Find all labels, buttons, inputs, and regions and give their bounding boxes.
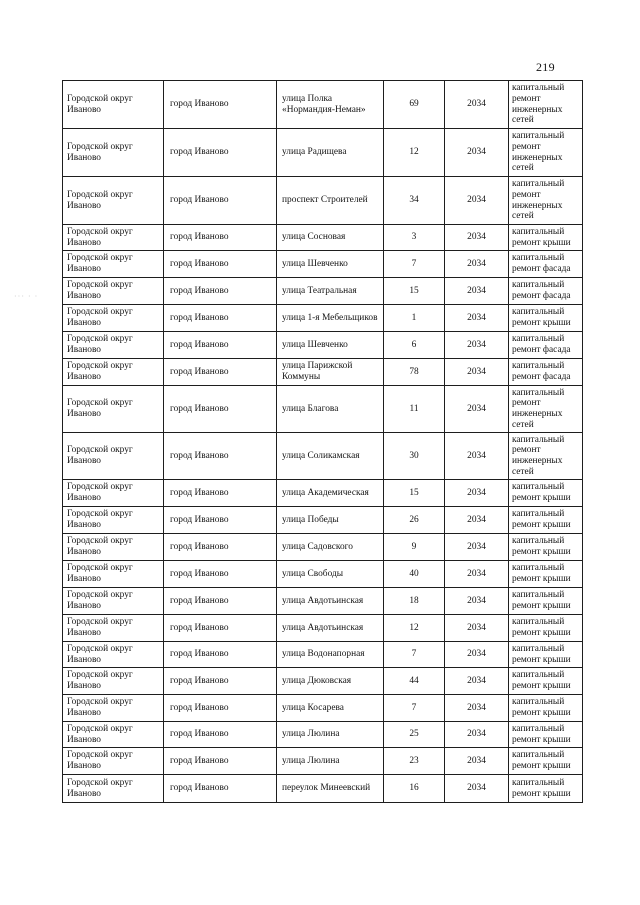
year-cell: 2034	[445, 695, 509, 722]
year-cell: 2034	[445, 129, 509, 177]
city-cell: город Иваново	[164, 177, 277, 225]
district-cell: Городской округ Иваново	[63, 588, 164, 615]
house-number-cell: 15	[384, 278, 445, 305]
district-cell: Городской округ Иваново	[63, 225, 164, 251]
work-type-cell: капитальный ремонт крыши	[509, 642, 583, 668]
city-cell: город Иваново	[164, 359, 277, 386]
house-number-cell: 40	[384, 561, 445, 588]
work-type-cell: капитальный ремонт крыши	[509, 225, 583, 251]
street-cell: улица Радищева	[277, 129, 384, 177]
table-row	[63, 332, 583, 359]
district-cell: Городской округ Иваново	[63, 305, 164, 332]
street-cell: улица Авдотьинская	[277, 588, 384, 615]
work-type-cell: капитальный ремонт инженерных сетей	[509, 81, 583, 129]
street-cell: переулок Минеевский	[277, 775, 384, 803]
city-cell: город Иваново	[164, 507, 277, 534]
table-row	[63, 81, 583, 129]
city-cell: город Иваново	[164, 129, 277, 177]
street-cell: улица Свободы	[277, 561, 384, 588]
street-cell: улица 1-я Мебельщиков	[277, 305, 384, 332]
table-row	[63, 305, 583, 332]
city-cell: город Иваново	[164, 615, 277, 642]
city-cell: город Иваново	[164, 332, 277, 359]
work-type-cell: капитальный ремонт инженерных сетей	[509, 386, 583, 433]
house-number-cell: 78	[384, 359, 445, 386]
table-row	[63, 251, 583, 278]
city-cell: город Иваново	[164, 534, 277, 561]
city-cell: город Иваново	[164, 305, 277, 332]
street-cell: улица Садовского	[277, 534, 384, 561]
city-cell: город Иваново	[164, 668, 277, 695]
street-cell: улица Сосновая	[277, 225, 384, 251]
year-cell: 2034	[445, 668, 509, 695]
street-cell: улица Академическая	[277, 480, 384, 507]
house-number-cell: 25	[384, 722, 445, 748]
city-cell: город Иваново	[164, 225, 277, 251]
year-cell: 2034	[445, 177, 509, 225]
district-cell: Городской округ Иваново	[63, 668, 164, 695]
house-number-cell: 30	[384, 433, 445, 480]
district-cell: Городской округ Иваново	[63, 251, 164, 278]
work-type-cell: капитальный ремонт фасада	[509, 251, 583, 278]
table-row	[63, 534, 583, 561]
year-cell: 2034	[445, 480, 509, 507]
city-cell: город Иваново	[164, 722, 277, 748]
table-row	[63, 695, 583, 722]
house-number-cell: 7	[384, 642, 445, 668]
work-type-cell: капитальный ремонт фасада	[509, 278, 583, 305]
year-cell: 2034	[445, 81, 509, 129]
work-type-cell: капитальный ремонт крыши	[509, 615, 583, 642]
work-type-cell: капитальный ремонт инженерных сетей	[509, 177, 583, 225]
city-cell: город Иваново	[164, 561, 277, 588]
street-cell: улица Водонапорная	[277, 642, 384, 668]
table-row	[63, 433, 583, 480]
table-row	[63, 359, 583, 386]
table-row	[63, 129, 583, 177]
street-cell: улица Дюковская	[277, 668, 384, 695]
table-row	[63, 588, 583, 615]
street-cell: проспект Строителей	[277, 177, 384, 225]
year-cell: 2034	[445, 748, 509, 775]
work-type-cell: капитальный ремонт крыши	[509, 748, 583, 775]
table-row	[63, 668, 583, 695]
street-cell: улица Победы	[277, 507, 384, 534]
city-cell: город Иваново	[164, 695, 277, 722]
district-cell: Городской округ Иваново	[63, 642, 164, 668]
street-cell: улица Авдотьинская	[277, 615, 384, 642]
district-cell: Городской округ Иваново	[63, 775, 164, 803]
district-cell: Городской округ Иваново	[63, 129, 164, 177]
year-cell: 2034	[445, 359, 509, 386]
page-number: 219	[536, 60, 555, 74]
street-cell: улица Шевченко	[277, 332, 384, 359]
district-cell: Городской округ Иваново	[63, 278, 164, 305]
house-number-cell: 18	[384, 588, 445, 615]
district-cell: Городской округ Иваново	[63, 748, 164, 775]
street-cell: улица Шевченко	[277, 251, 384, 278]
work-type-cell: капитальный ремонт крыши	[509, 534, 583, 561]
table-row	[63, 507, 583, 534]
city-cell: город Иваново	[164, 642, 277, 668]
year-cell: 2034	[445, 615, 509, 642]
street-cell: улица Люлина	[277, 748, 384, 775]
street-cell: улица Благова	[277, 386, 384, 433]
district-cell: Городской округ Иваново	[63, 534, 164, 561]
house-number-cell: 12	[384, 615, 445, 642]
district-cell: Городской округ Иваново	[63, 615, 164, 642]
table-row	[63, 386, 583, 433]
city-cell: город Иваново	[164, 480, 277, 507]
repair-plan-body	[63, 81, 583, 803]
street-cell: улица Соликамская	[277, 433, 384, 480]
district-cell: Городской округ Иваново	[63, 332, 164, 359]
house-number-cell: 12	[384, 129, 445, 177]
city-cell: город Иваново	[164, 433, 277, 480]
house-number-cell: 7	[384, 695, 445, 722]
district-cell: Городской округ Иваново	[63, 695, 164, 722]
house-number-cell: 3	[384, 225, 445, 251]
work-type-cell: капитальный ремонт инженерных сетей	[509, 129, 583, 177]
city-cell: город Иваново	[164, 588, 277, 615]
city-cell: город Иваново	[164, 748, 277, 775]
house-number-cell: 16	[384, 775, 445, 803]
table-row	[63, 225, 583, 251]
house-number-cell: 7	[384, 251, 445, 278]
year-cell: 2034	[445, 642, 509, 668]
table-row	[63, 278, 583, 305]
repair-plan-table	[62, 80, 583, 803]
year-cell: 2034	[445, 225, 509, 251]
work-type-cell: капитальный ремонт крыши	[509, 507, 583, 534]
street-cell: улица Люлина	[277, 722, 384, 748]
house-number-cell: 9	[384, 534, 445, 561]
table-row	[63, 177, 583, 225]
city-cell: город Иваново	[164, 278, 277, 305]
district-cell: Городской округ Иваново	[63, 386, 164, 433]
street-cell: улица Парижской Коммуны	[277, 359, 384, 386]
work-type-cell: капитальный ремонт крыши	[509, 588, 583, 615]
table-row	[63, 722, 583, 748]
year-cell: 2034	[445, 775, 509, 803]
work-type-cell: капитальный ремонт крыши	[509, 775, 583, 803]
year-cell: 2034	[445, 561, 509, 588]
house-number-cell: 1	[384, 305, 445, 332]
street-cell: улица Косарева	[277, 695, 384, 722]
year-cell: 2034	[445, 722, 509, 748]
city-cell: город Иваново	[164, 81, 277, 129]
year-cell: 2034	[445, 534, 509, 561]
house-number-cell: 15	[384, 480, 445, 507]
year-cell: 2034	[445, 588, 509, 615]
work-type-cell: капитальный ремонт крыши	[509, 668, 583, 695]
district-cell: Городской округ Иваново	[63, 177, 164, 225]
year-cell: 2034	[445, 507, 509, 534]
street-cell: улица Полка «Нормандия-Неман»	[277, 81, 384, 129]
work-type-cell: капитальный ремонт крыши	[509, 305, 583, 332]
year-cell: 2034	[445, 278, 509, 305]
work-type-cell: капитальный ремонт крыши	[509, 480, 583, 507]
table-row	[63, 775, 583, 803]
city-cell: город Иваново	[164, 775, 277, 803]
year-cell: 2034	[445, 386, 509, 433]
table-row	[63, 480, 583, 507]
table-row	[63, 615, 583, 642]
work-type-cell: капитальный ремонт инженерных сетей	[509, 433, 583, 480]
table-row	[63, 561, 583, 588]
district-cell: Городской округ Иваново	[63, 561, 164, 588]
year-cell: 2034	[445, 332, 509, 359]
work-type-cell: капитальный ремонт фасада	[509, 332, 583, 359]
house-number-cell: 26	[384, 507, 445, 534]
street-cell: улица Театральная	[277, 278, 384, 305]
table-row	[63, 642, 583, 668]
year-cell: 2034	[445, 433, 509, 480]
district-cell: Городской округ Иваново	[63, 81, 164, 129]
district-cell: Городской округ Иваново	[63, 722, 164, 748]
house-number-cell: 34	[384, 177, 445, 225]
work-type-cell: капитальный ремонт крыши	[509, 722, 583, 748]
district-cell: Городской округ Иваново	[63, 359, 164, 386]
house-number-cell: 23	[384, 748, 445, 775]
district-cell: Городской округ Иваново	[63, 433, 164, 480]
work-type-cell: капитальный ремонт крыши	[509, 561, 583, 588]
district-cell: Городской округ Иваново	[63, 480, 164, 507]
work-type-cell: капитальный ремонт крыши	[509, 695, 583, 722]
house-number-cell: 69	[384, 81, 445, 129]
district-cell: Городской округ Иваново	[63, 507, 164, 534]
house-number-cell: 6	[384, 332, 445, 359]
city-cell: город Иваново	[164, 386, 277, 433]
work-type-cell: капитальный ремонт фасада	[509, 359, 583, 386]
year-cell: 2034	[445, 251, 509, 278]
house-number-cell: 44	[384, 668, 445, 695]
scan-marks: ··· · ·	[14, 292, 39, 301]
table-row	[63, 748, 583, 775]
house-number-cell: 11	[384, 386, 445, 433]
city-cell: город Иваново	[164, 251, 277, 278]
year-cell: 2034	[445, 305, 509, 332]
